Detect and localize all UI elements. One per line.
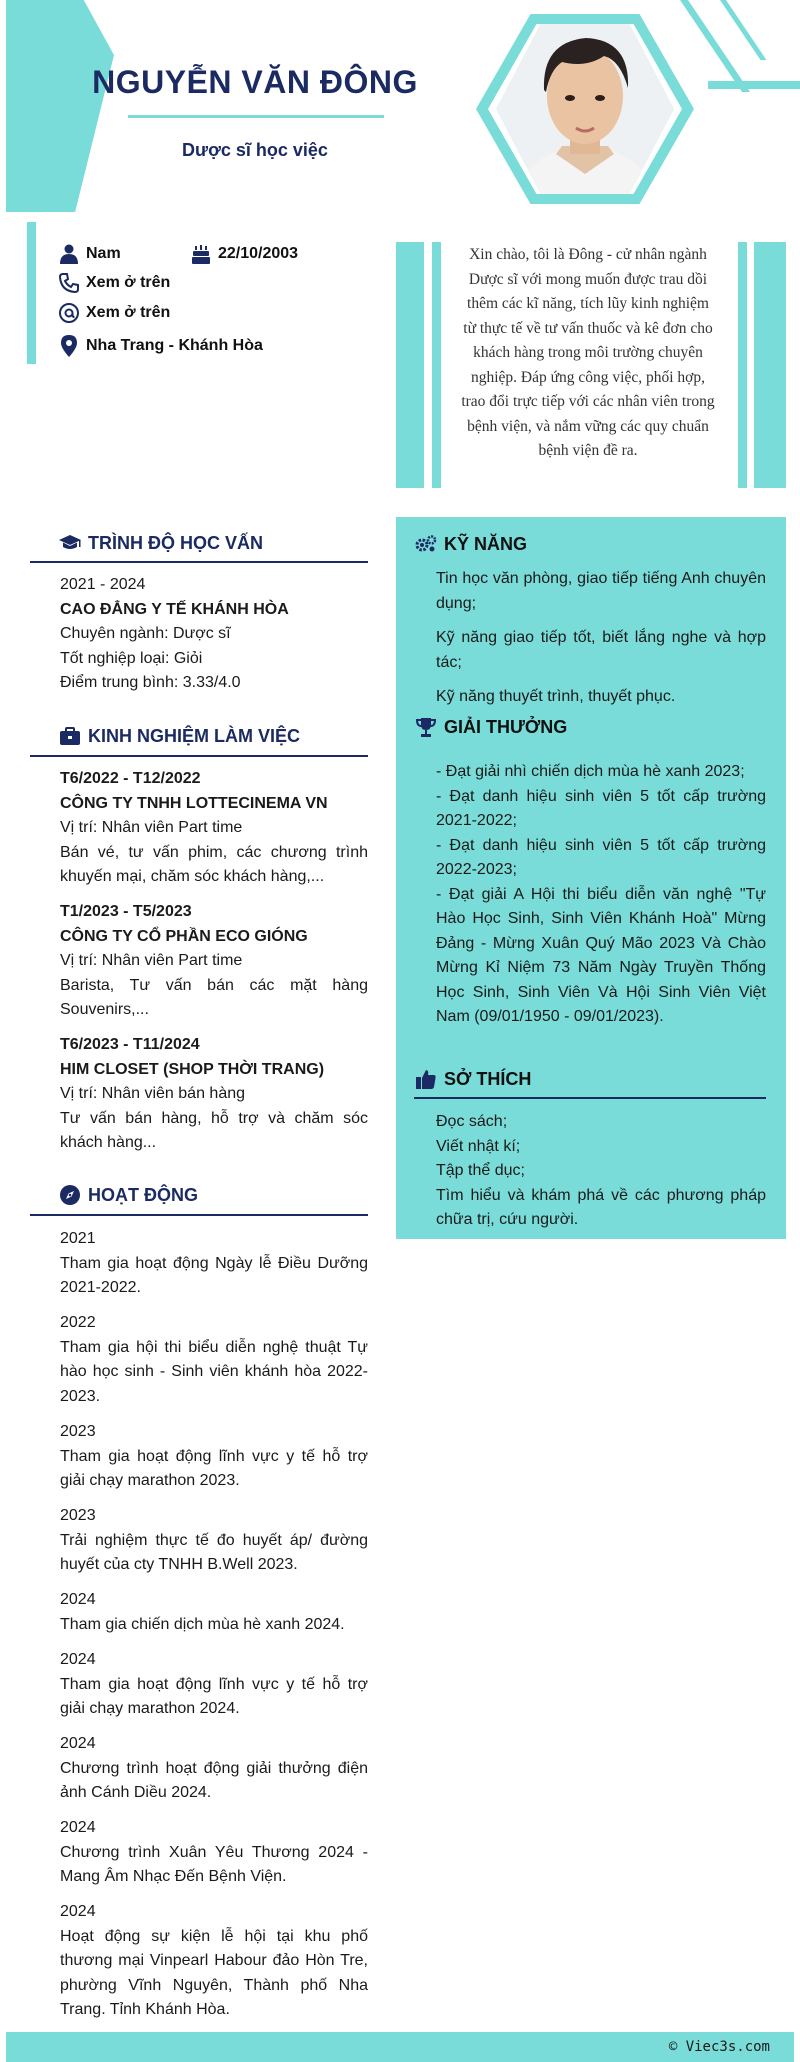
phone-icon — [58, 272, 80, 294]
trophy-icon — [414, 716, 438, 738]
skills-section-title — [414, 533, 527, 555]
activity-item — [60, 1227, 368, 1301]
hobby-item: Tìm hiểu và khám phá về các phương pháp chữa trị, cứu người. — [436, 1186, 766, 1228]
experience-description: Barista, Tư vấn bán các mặt hàng Souvenirs,... — [60, 976, 368, 1018]
experience-period: T6/2022 - T12/2022 — [60, 770, 201, 787]
education-title-text: TRÌNH ĐỘ HỌC VẤN — [88, 532, 263, 553]
experience-title-text: KINH NGHIỆM LÀM VIỆC — [88, 725, 301, 746]
intro-line: thêm các kĩ năng, tích lũy kinh nghiệm — [467, 295, 709, 312]
experience-position: Vị trí: Nhân viên bán hàng — [60, 1085, 246, 1102]
at-sign-icon — [58, 302, 80, 324]
contact-gender — [58, 243, 121, 265]
experience-item — [60, 900, 368, 1023]
hobby-item: Đọc sách; — [436, 1113, 508, 1130]
activity-item — [60, 1311, 368, 1409]
activity-year: 2024 — [60, 1735, 96, 1752]
activity-year: 2024 — [60, 1903, 96, 1920]
intro-accent-bar — [432, 242, 441, 488]
birthday-value: 22/10/2003 — [218, 245, 299, 262]
skill-item: Tin học văn phòng, giao tiếp tiếng Anh chuyên dụng; — [436, 570, 766, 612]
intro-line: Dược sĩ với mong muốn được trau dồi — [468, 270, 708, 288]
section-divider — [30, 755, 368, 757]
graduation-cap-icon — [58, 532, 82, 554]
contact-accent-bar — [27, 222, 36, 364]
experience-company: CÔNG TY TNHH LOTTECINEMA VN — [60, 794, 328, 812]
hobbies-list — [436, 1110, 766, 1233]
awards-list — [436, 760, 766, 1030]
contact-address — [58, 335, 263, 357]
intro-accent-bar — [738, 242, 747, 488]
activity-item — [60, 1588, 368, 1637]
contact-email — [58, 302, 170, 324]
skill-item: Kỹ năng thuyết trình, thuyết phục. — [436, 688, 676, 705]
skills-title-text: KỸ NĂNG — [444, 533, 528, 554]
intro-line: bệnh viện đề ra. — [538, 442, 638, 459]
activity-item — [60, 1900, 368, 2023]
hobbies-title-text: SỞ THÍCH — [444, 1068, 532, 1089]
hobby-item: Tập thể dục; — [436, 1162, 525, 1179]
activities-section-title — [58, 1184, 198, 1206]
candidate-name: NGUYỄN VĂN ĐÔNG — [92, 64, 418, 100]
header-decoration — [6, 0, 114, 212]
intro-line: từ thực tế về tư vấn thuốc và kê đơn cho — [463, 319, 713, 337]
footer-credit: © Viec3s.com — [668, 2039, 770, 2055]
experience-description: Tư vấn bán hàng, hỗ trợ và chăm sóc khách hàng... — [60, 1109, 368, 1151]
thumbs-up-icon — [414, 1068, 438, 1090]
intro-line: khách hàng trong môi trường chuyên — [473, 344, 703, 361]
education-school: CAO ĐẲNG Y TẾ KHÁNH HÒA — [60, 600, 289, 618]
phone-value: Xem ở trên — [86, 274, 171, 291]
education-block — [60, 573, 368, 696]
section-divider — [30, 1214, 368, 1216]
section-divider — [30, 561, 368, 563]
compass-icon — [58, 1184, 82, 1206]
intro-summary — [452, 243, 724, 464]
intro-line: bệnh viện, và nắm vững các quy chuẩn — [467, 417, 709, 435]
experience-company: HIM CLOSET (SHOP THỜI TRANG) — [60, 1060, 325, 1078]
experience-position: Vị trí: Nhân viên Part time — [60, 819, 243, 836]
intro-line: Xin chào, tôi là Đông - cử nhân ngành — [469, 246, 707, 263]
activity-year: 2022 — [60, 1314, 96, 1331]
experience-section-title — [58, 725, 300, 747]
intro-line: trao đổi trực tiếp với các nhân viên trong — [461, 393, 715, 410]
name-underline — [128, 115, 384, 118]
activity-text: Tham gia chiến dịch mùa hè xanh 2024. — [60, 1615, 345, 1633]
activity-text: Tham gia hoạt động lĩnh vực y tế hỗ trợ giải chạy marathon 2024. — [60, 1675, 368, 1717]
awards-title-text: GIẢI THƯỞNG — [444, 716, 568, 737]
map-pin-icon — [58, 335, 80, 357]
award-item: - Đạt giải nhì chiến dịch mùa hè xanh 2023; — [436, 763, 745, 780]
experience-description: Bán vé, tư vấn phim, các chương trình khuyến mại, chăm sóc khách hàng,... — [60, 843, 368, 885]
briefcase-icon — [58, 725, 82, 747]
activity-year: 2024 — [60, 1819, 96, 1836]
activity-item — [60, 1816, 368, 1890]
awards-section-title — [414, 716, 567, 738]
activity-text: Tham gia hội thi biểu diễn nghệ thuật Tự hào học sinh - Sinh viên khánh hòa 2022-2023. — [60, 1338, 368, 1405]
activity-year: 2024 — [60, 1591, 96, 1608]
job-title: Dược sĩ học việc — [182, 140, 328, 160]
hobby-item: Viết nhật kí; — [436, 1137, 521, 1155]
activity-year: 2024 — [60, 1651, 96, 1668]
intro-accent-bar — [396, 242, 424, 488]
hobbies-section-title — [414, 1068, 531, 1090]
activity-year: 2023 — [60, 1507, 96, 1524]
skill-item: Kỹ năng giao tiếp tốt, biết lắng nghe và hợp tác; — [436, 629, 766, 671]
experience-item — [60, 1033, 368, 1156]
header-decoration-line — [708, 81, 800, 89]
education-rank: Tốt nghiệp loại: Giỏi — [60, 649, 203, 667]
education-section-title — [58, 532, 263, 554]
intro-accent-bar — [754, 242, 786, 488]
award-item: - Đạt giải A Hội thi biểu diễn văn nghệ "Tự Hào Học Sinh, Sinh Viên Khánh Hoà" Mừng Đảng - Mừng Xuân Quý Mão 2023 Và Chào Mừng Kỉ Niệm 73 Năm Ngày Truyền Thống Học Sinh, Sinh Viên Và Hội Sinh Viên Việt Nam (09/01/1950 - 09/01/2023). — [436, 885, 766, 1025]
activity-text: Chương trình Xuân Yêu Thương 2024 - Mang Âm Nhạc Đến Bệnh Viện. — [60, 1843, 368, 1885]
skills-list — [436, 567, 766, 720]
award-item: - Đạt danh hiệu sinh viên 5 tốt cấp trường 2022-2023; — [436, 836, 766, 878]
experience-item — [60, 767, 368, 890]
user-icon — [58, 243, 80, 265]
birthday-cake-icon — [190, 243, 212, 265]
gender-value: Nam — [86, 245, 121, 262]
activity-text: Trải nghiệm thực tế đo huyết áp/ đường huyết của cty TNHH B.Well 2023. — [60, 1531, 368, 1573]
experience-period: T6/2023 - T11/2024 — [60, 1036, 200, 1053]
activities-title-text: HOẠT ĐỘNG — [88, 1184, 198, 1205]
education-major: Chuyên ngành: Dược sĩ — [60, 625, 231, 642]
activity-item — [60, 1504, 368, 1578]
activity-item — [60, 1420, 368, 1494]
address-value: Nha Trang - Khánh Hòa — [86, 337, 263, 354]
activity-item — [60, 1648, 368, 1722]
intro-line: nghiệp. Đáp ứng công việc, phối hợp, — [471, 368, 705, 386]
activity-year: 2023 — [60, 1423, 96, 1440]
contact-phone — [58, 272, 170, 294]
header-decoration-line — [680, 0, 750, 92]
activity-text: Hoạt động sự kiện lễ hội tại khu phố thương mại Vinpearl Habour đảo Hòn Tre, phường Vĩnh Nguyên, Thành phố Nha Trang. Tỉnh Khánh Hòa. — [60, 1927, 368, 2018]
activity-year: 2021 — [60, 1230, 96, 1247]
email-value: Xem ở trên — [86, 304, 171, 321]
activity-text: Tham gia hoạt động Ngày lễ Điều Dưỡng 2021-2022. — [60, 1254, 368, 1296]
experience-company: CÔNG TY CỔ PHẦN ECO GIÓNG — [60, 927, 308, 945]
award-item: - Đạt danh hiệu sinh viên 5 tốt cấp trường 2021-2022; — [436, 787, 766, 829]
header-decoration-line — [720, 0, 766, 60]
experience-position: Vị trí: Nhân viên Part time — [60, 952, 243, 969]
contact-birthday — [190, 243, 298, 265]
section-divider — [414, 1097, 766, 1099]
activity-text: Tham gia hoạt động lĩnh vực y tế hỗ trợ giải chạy marathon 2023. — [60, 1447, 368, 1489]
experience-period: T1/2023 - T5/2023 — [60, 903, 192, 920]
activity-item — [60, 1732, 368, 1806]
education-period: 2021 - 2024 — [60, 576, 146, 593]
education-gpa: Điểm trung bình: 3.33/4.0 — [60, 674, 241, 691]
gears-icon — [414, 533, 438, 555]
activity-text: Chương trình hoạt động giải thưởng điện ảnh Cánh Diều 2024. — [60, 1759, 368, 1801]
footer-bar — [6, 2032, 794, 2062]
